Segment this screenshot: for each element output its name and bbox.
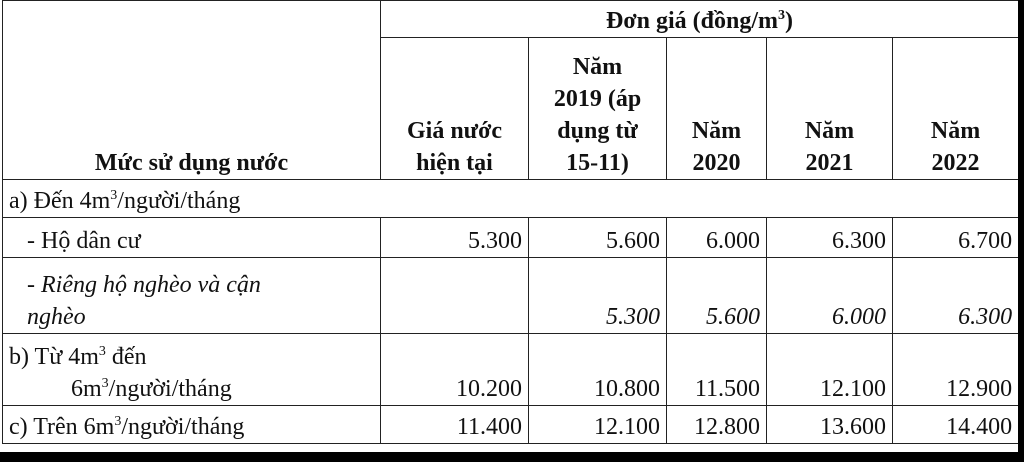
image-edge-bottom	[0, 452, 1024, 462]
cell-value	[381, 258, 529, 334]
cell-value: 6.300	[767, 218, 893, 258]
header-year-2020: Năm 2020	[667, 38, 767, 180]
cell-value: 12.900	[893, 334, 1019, 406]
header-current-price: Giá nước hiện tại	[381, 38, 529, 180]
row-a	[3, 180, 1019, 218]
cell-value: 11.500	[667, 334, 767, 406]
cell-value: 5.300	[529, 258, 667, 334]
cell-value: 10.800	[529, 334, 667, 406]
cell-value: 6.000	[667, 218, 767, 258]
row-b	[3, 334, 1019, 406]
cell-value: 6.000	[767, 258, 893, 334]
header-year-2022: Năm 2022	[893, 38, 1019, 180]
row-a-label: a) Đến $4m^3/người$/tháng	[3, 180, 1019, 218]
header-year-2021: Năm 2021	[767, 38, 893, 180]
cell-value: 5.600	[529, 218, 667, 258]
cell-value: 6.300	[893, 258, 1019, 334]
cell-value: 14.400	[893, 406, 1019, 444]
image-edge-right	[1018, 0, 1024, 462]
row-c-label: c) Trên $6m^3/người$/tháng	[3, 406, 381, 444]
row-ho-dan-cu-label: - Hộ dân cư	[3, 218, 381, 258]
header-year-2019: Năm 2019 (áp dụng từ 15-11)	[529, 38, 667, 180]
water-price-table	[2, 0, 1019, 444]
header-usage-level: Mức sử dụng nước	[3, 1, 381, 180]
row-b-label: b) Từ $4m^3$ đến $6m^3/người$/tháng	[3, 334, 381, 406]
row-ho-dan-cu	[3, 218, 1019, 258]
cell-value: 13.600	[767, 406, 893, 444]
header-row-1	[3, 1, 1019, 38]
cell-value: 5.600	[667, 258, 767, 334]
row-c	[3, 406, 1019, 444]
header-unit-price: Đơn giá $(đồng/m^3)$	[381, 1, 1019, 38]
cell-value: 11.400	[381, 406, 529, 444]
cell-value: 6.700	[893, 218, 1019, 258]
cell-value: 12.100	[529, 406, 667, 444]
row-ho-ngheo-label: - Riêng hộ nghèo và cận nghèo	[3, 258, 381, 334]
row-ho-ngheo	[3, 258, 1019, 334]
cell-value: 10.200	[381, 334, 529, 406]
cell-value: 5.300	[381, 218, 529, 258]
cell-value: 12.800	[667, 406, 767, 444]
cell-value: 12.100	[767, 334, 893, 406]
